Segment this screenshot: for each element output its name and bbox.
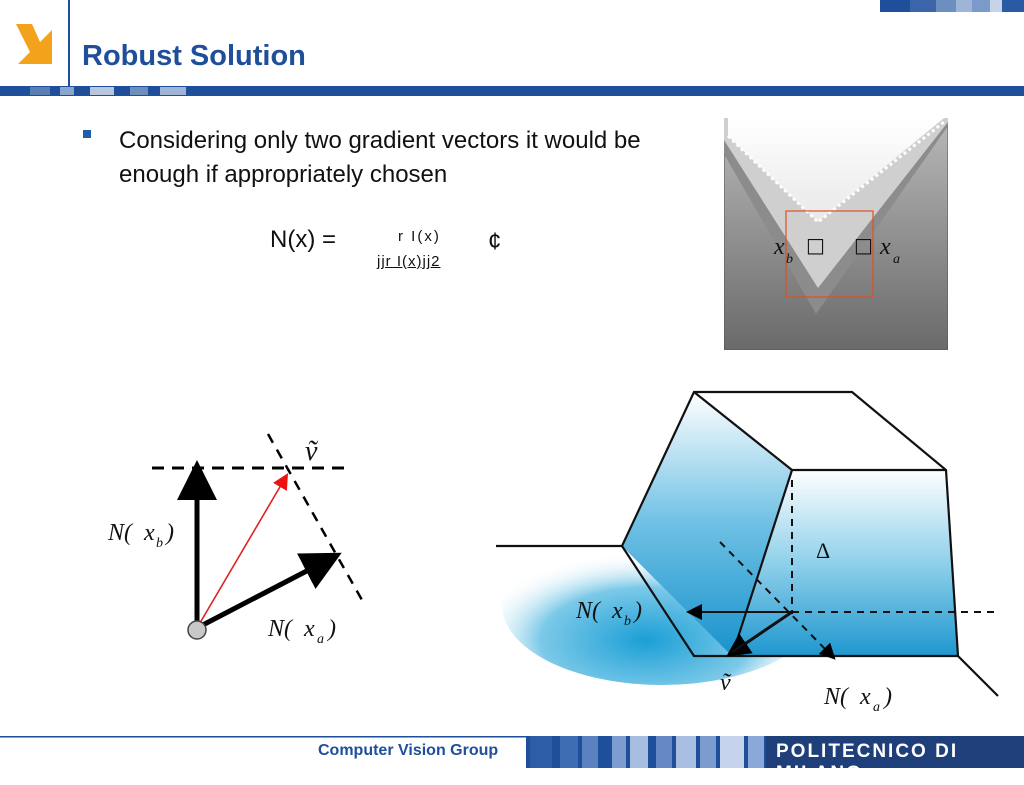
formula-lhs: N(x) = [270,226,336,253]
formula-denominator: jjr I(x)jj2 [377,253,441,270]
logo-separator [68,0,70,86]
v-tilde-label: ṽ [305,436,318,467]
nxa-label [267,616,336,647]
svg-text:): ) [884,684,892,710]
formula-numerator: r I(x) [398,228,441,245]
svg-text:): ) [328,616,336,642]
xa-label-sub: a [893,252,900,267]
cube-diagram [462,350,1024,720]
svg-text:N(: N( [576,598,600,624]
svg-text:a: a [317,632,324,647]
glyph-right: □ [854,233,873,257]
svg-text:x: x [612,598,623,624]
svg-text:x: x [144,520,155,546]
gradient-image-panel [724,118,948,350]
slide-title: Robust Solution [82,40,306,72]
xb-label-sub: b [786,252,793,267]
svg-text:): ) [166,520,174,546]
delta-label: Δ [816,538,831,563]
nxb-label [107,520,174,551]
svg-text:x: x [860,684,871,710]
xb-label: x [774,234,785,260]
glyph-left: □ [806,233,825,257]
logo-icon [12,20,60,68]
svg-text:N(: N( [824,684,848,710]
bullet-text: Considering only two gradient vectors it would be enough if appropriately chosen [119,127,641,188]
svg-text:x: x [304,616,315,642]
xa-label: x [880,234,891,260]
header-stripe-blocks [880,0,1024,12]
svg-text:N(: N( [108,520,132,546]
formula-symbol: ¢ [488,228,502,255]
footer-brand: POLITECNICO DI MILANO [776,741,959,784]
footer-group-label: Computer Vision Group [318,742,499,759]
svg-text:b: b [156,536,163,551]
svg-text:a: a [873,700,880,715]
svg-text:N(: N( [268,616,292,642]
svg-text:): ) [634,598,642,624]
v-tilde-label-cube: ṽ [720,670,731,696]
vector-diagram [100,420,400,660]
svg-text:b: b [624,614,631,629]
bullet-marker [83,130,91,138]
header-bar [0,86,1024,96]
origin-point [188,621,206,639]
